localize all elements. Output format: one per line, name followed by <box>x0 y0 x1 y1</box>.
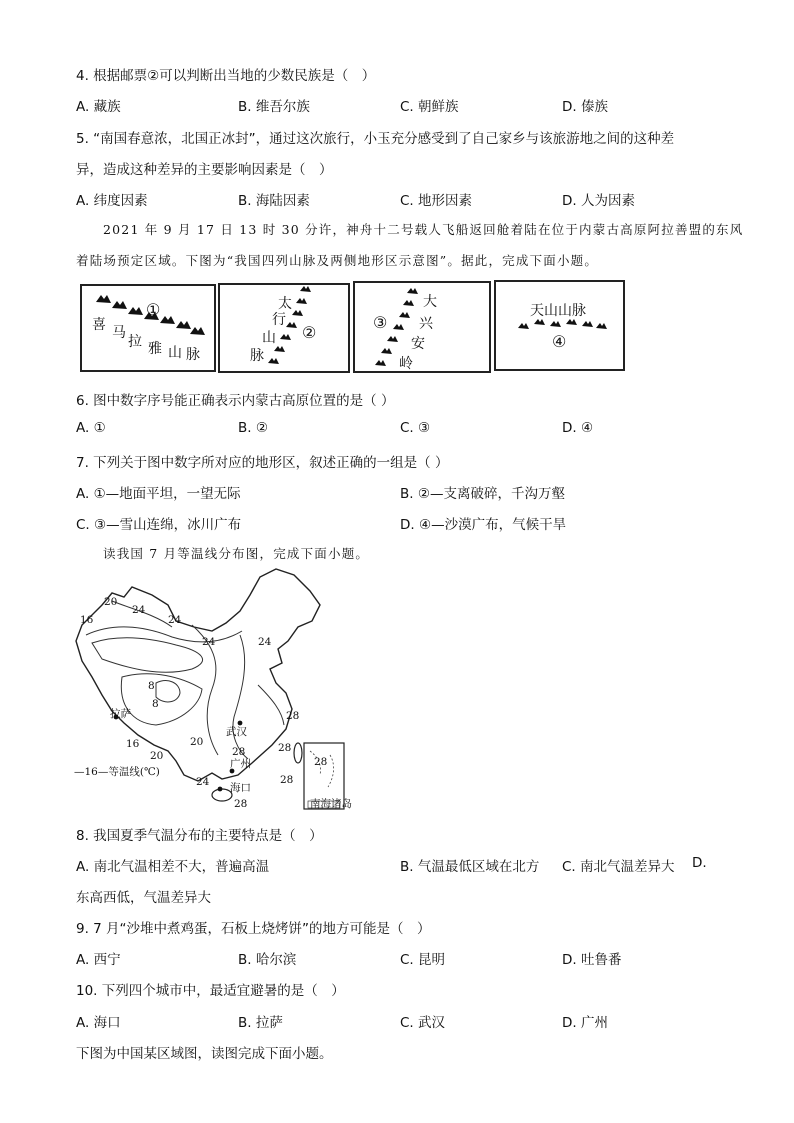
q6-option-c: C. ③ <box>400 420 431 436</box>
q10-option-d: D. 广州 <box>562 1015 608 1031</box>
mountain-number-3: ③ <box>373 313 388 332</box>
isotherm-number: 24 <box>202 636 216 648</box>
q9-option-c: C. 昆明 <box>400 952 446 968</box>
isotherm-legend: —16—等温线(℃) <box>74 766 160 778</box>
q5-option-a: A. 纬度因素 <box>76 193 148 209</box>
isotherm-number: 28 <box>234 798 248 810</box>
haikou-dot <box>218 787 223 792</box>
q6-option-d: D. ④ <box>562 420 594 436</box>
q5-option-d: D. 人为因素 <box>562 193 635 209</box>
mountain-char: 安 <box>411 336 425 352</box>
passage-isotherm: 读我国 7 月等温线分布图，完成下面小题。 <box>103 546 370 561</box>
mountain-box-1 <box>80 284 216 372</box>
mountain-number-2: ② <box>302 323 317 342</box>
isotherm-number: 20 <box>104 596 118 608</box>
tianshan-mountain-icon <box>496 282 623 369</box>
isotherm-number: 8 <box>148 680 155 692</box>
isotherm-number: 16 <box>126 738 140 750</box>
q4-option-c: C. 朝鲜族 <box>400 99 459 115</box>
mountain-char: 太 <box>278 296 292 312</box>
q8-option-c: C. 南北气温差异大 <box>562 859 675 875</box>
mountain-char: 兴 <box>419 316 433 332</box>
mountain-box-2 <box>218 283 350 373</box>
mountain-char: 岭 <box>399 356 413 372</box>
mountain-char: 喜 <box>92 317 106 333</box>
isotherm-number: 24 <box>132 604 146 616</box>
inset-label: 南海诸岛 <box>310 798 352 810</box>
q8-option-b: B. 气温最低区域在北方 <box>400 859 540 875</box>
passage-shenzhou-line1: 2021 年 9 月 17 日 13 时 30 分许，神舟十二号载人飞船返回舱着陆在位于内蒙古高原阿拉善盟的东风 <box>103 222 744 237</box>
wuhan-label: 武汉 <box>226 726 247 738</box>
q9-option-b: B. 哈尔滨 <box>238 952 297 968</box>
mountain-char: 雅 <box>148 341 162 357</box>
mountain-char: 大 <box>423 294 437 310</box>
mountain-char: 山 <box>262 330 276 346</box>
mountain-char: 山 <box>168 345 182 361</box>
q4-option-b: B. 维吾尔族 <box>238 99 310 115</box>
q7-stem: 7. 下列关于图中数字所对应的地形区，叙述正确的一组是（ ） <box>76 455 449 471</box>
q10-option-a: A. 海口 <box>76 1015 121 1031</box>
mountain-char: 行 <box>272 312 286 328</box>
q8-option-d-text: 东高西低，气温差异大 <box>76 890 211 906</box>
passage-region-map: 下图为中国某区域图，读图完成下面小题。 <box>76 1046 333 1062</box>
q7-option-d: D. ④—沙漠广布，气候干旱 <box>400 517 567 533</box>
q9-option-d: D. 吐鲁番 <box>562 952 622 968</box>
isotherm-number: 24 <box>168 614 182 626</box>
q8-option-a: A. 南北气温相差不大，普遍高温 <box>76 859 270 875</box>
q6-stem: 6. 图中数字序号能正确表示内蒙古高原位置的是（ ） <box>76 393 395 409</box>
isotherm-number: 20 <box>150 750 164 762</box>
mountain-number-4: ④ <box>552 332 567 351</box>
isotherm-number: 28 <box>232 746 246 758</box>
q5-option-c: C. 地形因素 <box>400 193 473 209</box>
isotherm-number: 28 <box>280 774 294 786</box>
q8-stem: 8. 我国夏季气温分布的主要特点是（ ） <box>76 828 323 844</box>
mountain-box-3 <box>353 281 491 373</box>
isotherm-number: 20 <box>190 736 204 748</box>
q9-option-a: A. 西宁 <box>76 952 121 968</box>
china-july-isotherm-map <box>72 565 362 815</box>
inset-isotherm-number: 28 <box>314 756 328 768</box>
wuhan-dot <box>238 721 243 726</box>
q7-option-c: C. ③—雪山连绵，冰川广布 <box>76 517 242 533</box>
guangzhou-label: 广州 <box>230 758 251 770</box>
mountain-char: 拉 <box>128 334 142 350</box>
isotherm-number: 24 <box>258 636 272 648</box>
q10-option-c: C. 武汉 <box>400 1015 446 1031</box>
mountain-char: 马 <box>112 325 126 341</box>
mountain-number-1: ① <box>146 300 161 319</box>
q10-option-b: B. 拉萨 <box>238 1015 283 1031</box>
q5-stem-line1: 5. “南国春意浓，北国正冰封”，通过这次旅行，小玉充分感受到了自己家乡与该旅游地之间的这种差 <box>76 131 675 147</box>
q8-option-d: D. <box>692 855 707 871</box>
q7-option-a: A. ①—地面平坦，一望无际 <box>76 486 241 502</box>
mountain-char: 脉 <box>186 347 200 363</box>
q5-stem-line2: 异，造成这种差异的主要影响因素是（ ） <box>76 162 333 178</box>
isotherm-number: 16 <box>80 614 94 626</box>
mountain-char: 脉 <box>250 348 264 364</box>
isotherm-number: 8 <box>152 698 159 710</box>
q6-option-a: A. ① <box>76 420 106 436</box>
q5-option-b: B. 海陆因素 <box>238 193 310 209</box>
tianshan-label: 天山山脉 <box>530 303 586 319</box>
q7-option-b: B. ②—支离破碎，千沟万壑 <box>400 486 565 502</box>
q4-option-a: A. 藏族 <box>76 99 121 115</box>
isotherm-number: 24 <box>196 776 210 788</box>
isotherm-number: 28 <box>286 710 300 722</box>
south-china-sea-inset <box>304 743 352 810</box>
passage-shenzhou-line2: 着陆场预定区域。下图为“我国四列山脉及两侧地形区示意图”。据此，完成下面小题。 <box>76 253 599 268</box>
mountain-box-4 <box>494 280 625 371</box>
lhasa-label: 拉萨 <box>110 708 131 720</box>
q4-stem: 4. 根据邮票②可以判断出当地的少数民族是（ ） <box>76 68 376 84</box>
q10-stem: 10. 下列四个城市中，最适宜避暑的是（ ） <box>76 983 345 999</box>
q4-option-d: D. 傣族 <box>562 99 608 115</box>
q6-option-b: B. ② <box>238 420 268 436</box>
q9-stem: 9. 7 月“沙堆中煮鸡蛋，石板上烧烤饼”的地方可能是（ ） <box>76 921 431 937</box>
haikou-label: 海口 <box>230 782 251 794</box>
isotherm-number: 28 <box>278 742 292 754</box>
